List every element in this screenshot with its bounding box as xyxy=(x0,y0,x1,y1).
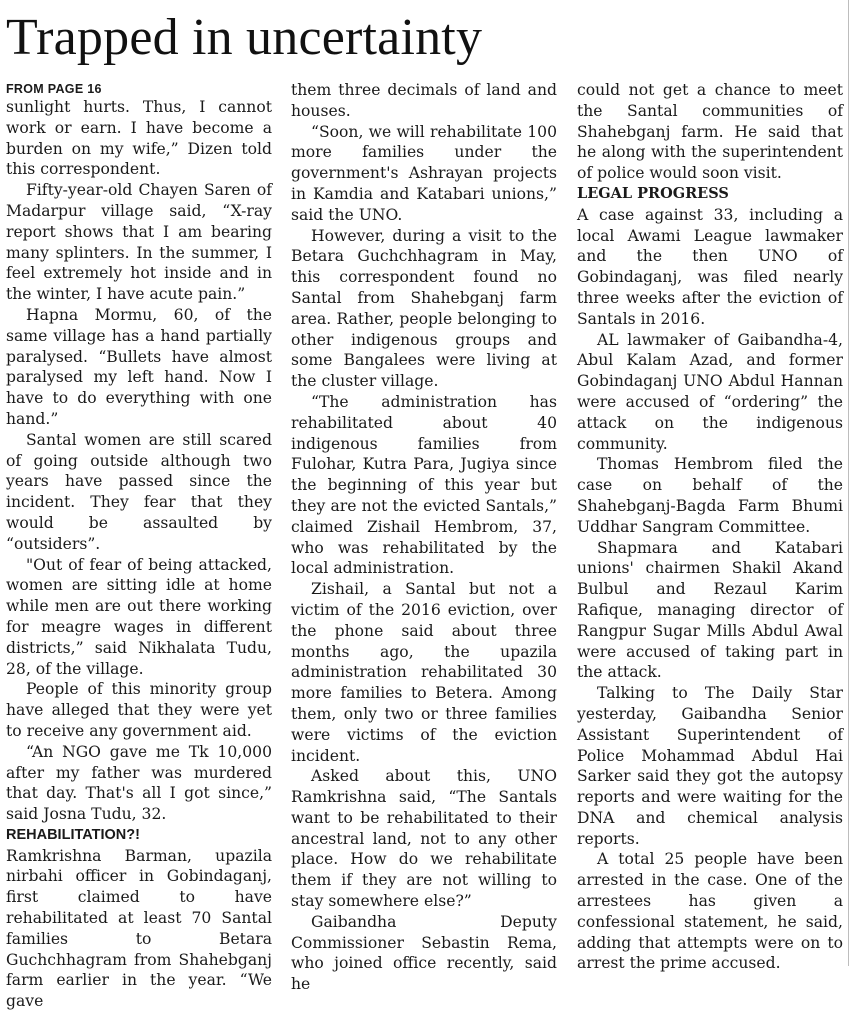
paragraph: Ramkrishna Barman, upazila nirbahi officer in Gobindaganj, first claimed to have rehabilitated at least 70 Santal families to Betara Guchchhagram from Shahebganj farm earlier in the year. “We gave xyxy=(6,846,272,1011)
paragraph: "Out of fear of being attacked, women are sitting idle at home while men are out there working for meagre wages in different districts,” said Nikhalata Tudu, 28, of the village. xyxy=(6,555,272,678)
jump-line: FROM PAGE 16 xyxy=(6,82,102,96)
paragraph: Shapmara and Katabari unions' chairmen Shakil Akand Bulbul and Rezaul Karim Rafique, managing director of Rangpur Sugar Mills Abdul Awal were accused of taking part in the attack. xyxy=(577,538,843,682)
paragraph: AL lawmaker of Gaibandha-4, Abul Kalam Azad, and former Gobindaganj UNO Abdul Hannan were accused of “ordering” the attack on the indigenous community. xyxy=(577,330,843,453)
paragraph: could not get a chance to meet the Santal communities of Shahebganj farm. He said that he along with the superintendent of police would soon visit. xyxy=(577,81,843,183)
paragraph: People of this minority group have alleged that they were yet to receive any government aid. xyxy=(6,680,272,740)
subhead-rehabilitation: REHABILITATION?! xyxy=(6,826,140,843)
paragraph: Thomas Hembrom filed the case on behalf of the Shahebganj-Bagda Farm Bhumi Uddhar Sangram Committee. xyxy=(577,455,843,536)
article-column-1 xyxy=(6,80,272,1011)
paragraph: “The administration has rehabilitated about 40 indigenous families from Fulohar, Kutra Para, Jugiya since the beginning of this year but they are not the evicted Santals,” claimed Zishail Hembrom, 37, who was rehabilitated by the local administration. xyxy=(291,392,557,578)
article-column-2 xyxy=(291,80,557,994)
column-rule xyxy=(848,0,849,966)
paragraph: Talking to The Daily Star yesterday, Gaibandha Senior Assistant Superintendent of Police Mohammad Abdul Hai Sarker said they got the autopsy reports and were waiting for the DNA and chemical analysis reports. xyxy=(577,684,843,848)
subhead-legal-progress: LEGAL PROGRESS xyxy=(577,184,729,202)
paragraph: Zishail, a Santal but not a victim of the 2016 eviction, over the phone said about three months ago, the upazila administration rehabilitated 30 more families to Betera. Among them, only two or three families were victims of the eviction incident. xyxy=(291,580,557,765)
paragraph: “Soon, we will rehabilitate 100 more families under the government's Ashrayan projects in Kamdia and Katabari unions,” said the UNO. xyxy=(291,122,557,224)
headline: Trapped in uncertainty xyxy=(6,9,483,66)
article-column-3 xyxy=(577,80,843,973)
paragraph: Asked about this, UNO Ramkrishna said, “The Santals want to be rehabilitated to their ancestral land, not to any other place. How do we rehabilitate them if they are not willing to stay somewhere else?” xyxy=(291,767,557,911)
paragraph: However, during a visit to the Betara Guchchhagram in May, this correspondent found no Santal from Shahebganj farm area. Rather, people belonging to other indigenous groups and some Bangalees were living at the cluster village. xyxy=(291,226,557,391)
paragraph: Santal women are still scared of going outside although two years have passed since the incident. They fear that they would be assaulted by “outsiders”. xyxy=(6,430,272,553)
paragraph: them three decimals of land and houses. xyxy=(291,81,557,120)
paragraph: Fifty-year-old Chayen Saren of Madarpur village said, “X-ray report shows that I am bearing many splinters. In the summer, I feel extremely hot inside and in the winter, I have acute pain.” xyxy=(6,181,272,304)
paragraph: Gaibandha Deputy Commissioner Sebastin Rema, who joined office recently, said he xyxy=(291,912,557,994)
paragraph: A case against 33, including a local Awami League lawmaker and the then UNO of Gobindaganj, was filed nearly three weeks after the eviction of Santals in 2016. xyxy=(577,205,843,328)
paragraph: “An NGO gave me Tk 10,000 after my father was murdered that day. That's all I got since,” said Josna Tudu, 32. xyxy=(6,742,272,824)
paragraph: A total 25 people have been arrested in the case. One of the arrestees has given a confessional statement, he said, adding that attempts were on to arrest the prime accused. xyxy=(577,850,843,973)
paragraph: Hapna Mormu, 60, of the same village has a hand partially paralysed. “Bullets have almost paralysed my left hand. Now I have to do everything with one hand.” xyxy=(6,305,272,428)
paragraph: sunlight hurts. Thus, I cannot work or earn. I have become a burden on my wife,” Dizen told this correspondent. xyxy=(6,98,272,179)
